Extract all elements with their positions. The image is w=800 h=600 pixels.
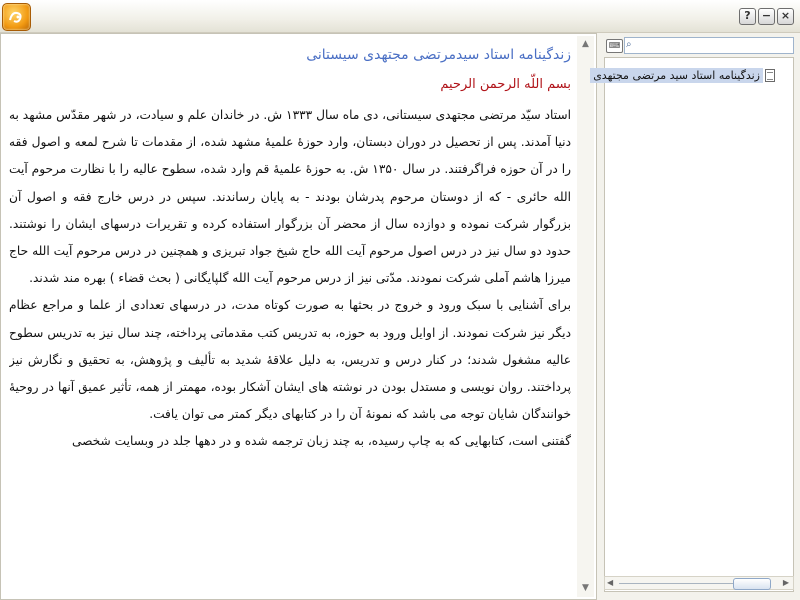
document-content xyxy=(9,42,571,592)
tree-item-biography[interactable]: زندگینامه استاد سید مرتضی مجتهدی xyxy=(590,68,763,83)
app-logo-icon[interactable] xyxy=(2,3,31,31)
paragraph-3: گفتنی است، کتابهایی که به چاپ رسیده، به چند زبان ترجمه شده و در دهها جلد در وبسایت شخصی xyxy=(71,434,571,449)
app-logo-glyph xyxy=(7,8,26,26)
sidebar-horizontal-scrollbar[interactable] xyxy=(604,576,794,590)
scroll-thumb[interactable] xyxy=(733,578,771,590)
paragraph-2: برای آشنایی با سبک ورود و خروج در بحثها به صورت کوتاه مدت، در درسهای تعدادی از علما و مراجع عظام دیگر نیز شرکت نمودند. از اوایل ورود به حوزه، به تدریس کتب مقدماتی پرداخته، چند سال نیز به تدریس سطوح عالیه مشغول شدند؛ در کنار درس و تدریس، به دلیل علاقهٔ شدید به تألیف و پژوهش، به تحقیق و نگارش نیز پرداختند. روان نویسی و مستدل بودن در نوشته های ایشان آشکار بوده، مهمتر از همه، تأثیر عمیق آنها در روحیهٔ خوانندگان شایان توجه می باشد که نمونهٔ آن را در کتابهای دیگر کمتر می توان یافت. xyxy=(9,298,571,422)
minimize-button[interactable]: − xyxy=(758,8,775,25)
search-icon[interactable]: ⌕ xyxy=(626,39,632,50)
paragraph-1: استاد سیّد مرتضی مجتهدی سیستانی، دی ماه سال ۱۳۳۳ ش. در خاندان علم و سیادت، در شهر مقدّس مشهد به دنیا آمدند. پس از تحصیل در دوران دبستان، وارد حوزهٔ علمیهٔ مشهد شده، از مقدمات تا شرح لمعه و اصول فقه را در آن حوزه فراگرفتند. در سال ۱۳۵۰ ش. به حوزهٔ علمیهٔ قم وارد شده، سطوح عالیه را با نظارت مرحوم آیت الله حائری - که از دوستان مرحوم پدرشان بودند - به پایان رساندند. سپس در درس خارج فقه و اصول آن بزرگوار شرکت نموده و دوازده سال از محضر آن بزرگوار استفاده کرده و تقریرات درسهای ایشان را نوشتند. حدود دو سال نیز در درس اصول مرحوم آیت الله حاج شیخ جواد تبریزی و همچنین در درس مرحوم آیت الله حاج میرزا هاشم آملی شرکت نمودند. مدّتی نیز از درس مرحوم آیت الله گلپایگانی ( بحث قضاء ) بهره مند شدند. xyxy=(9,108,571,286)
arrow-left-icon[interactable]: ◀ xyxy=(607,578,614,587)
arrow-up-icon[interactable]: ▲ xyxy=(582,39,589,49)
document-title: زندگینامه استاد سیدمرتضی مجتهدی سیستانی xyxy=(306,47,571,63)
arrow-right-icon[interactable]: ▶ xyxy=(782,578,789,587)
document-vertical-scrollbar[interactable] xyxy=(577,36,594,597)
keyboard-icon[interactable]: ⌨ xyxy=(606,39,623,53)
title-bar xyxy=(0,0,800,33)
basmala-line: بسم اللّه الرحمن الرحيم xyxy=(440,77,571,92)
arrow-down-icon[interactable]: ▼ xyxy=(582,583,589,593)
contents-tree xyxy=(593,57,794,592)
sidebar xyxy=(593,33,800,600)
window-controls xyxy=(739,8,794,25)
close-button[interactable]: × xyxy=(777,8,794,25)
search-row xyxy=(604,37,794,54)
search-input[interactable] xyxy=(624,37,794,54)
document-icon xyxy=(765,69,775,82)
help-button[interactable]: ? xyxy=(739,8,756,25)
document-pane xyxy=(0,33,597,600)
